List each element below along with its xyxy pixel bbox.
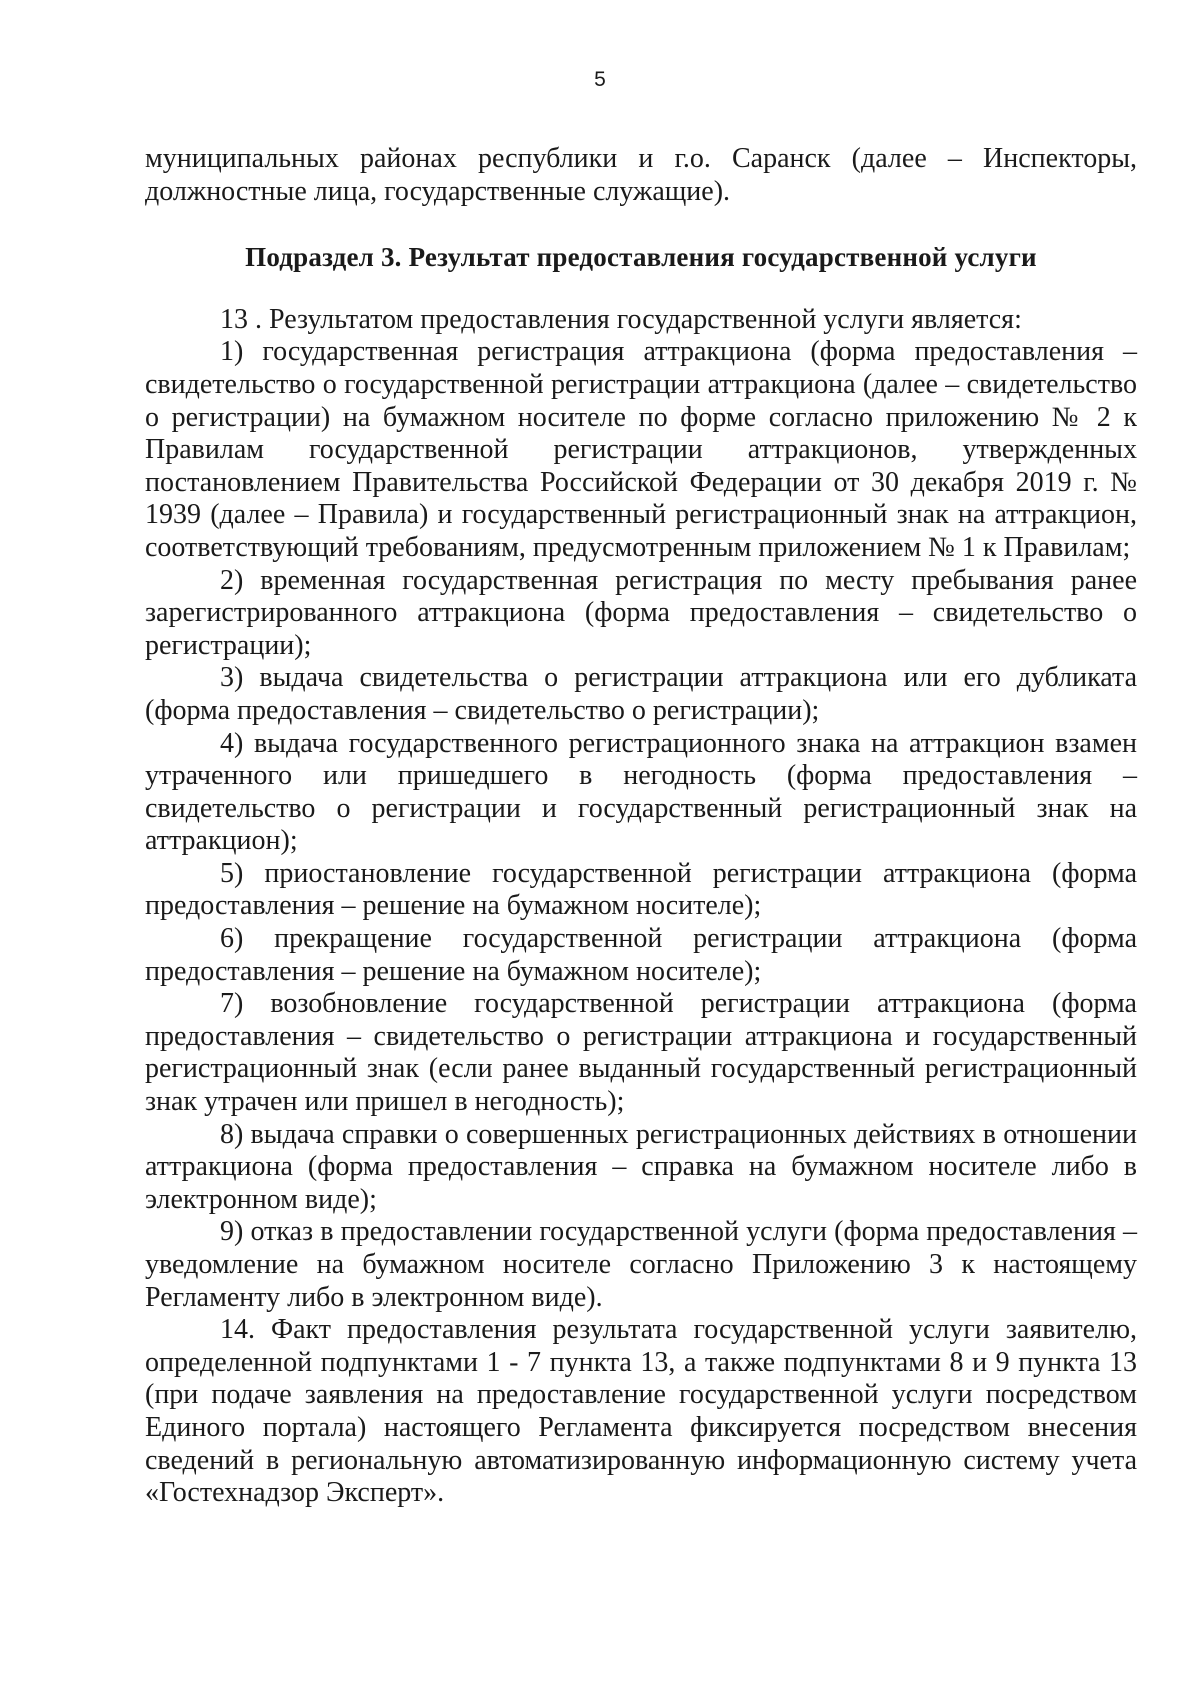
list-item-7: 7) возобновление государственной регистрации аттракциона (форма предоставления – свидетельство о регистрации аттракциона и государственный регистрационный знак (если ранее выданный государственный регистрационный знак утрачен или пришел в негодность); bbox=[145, 988, 1137, 1118]
list-item-2: 2) временная государственная регистрация по месту пребывания ранее зарегистрированного аттракциона (форма предоставления – свидетельство о регистрации); bbox=[145, 564, 1137, 661]
list-item-9: 9) отказ в предоставлении государственной услуги (форма предоставления – уведомление на бумажном носителе согласно Приложению 3 к настоящему Регламенту либо в электронном виде). bbox=[145, 1216, 1137, 1313]
list-item-8: 8) выдача справки о совершенных регистрационных действиях в отношении аттракциона (форма предоставления – справка на бумажном носителе либо в электронном виде); bbox=[145, 1118, 1137, 1215]
continuation-paragraph: муниципальных районах республики и г.о. Саранск (далее – Инспекторы, должностные лица, государственные служащие). bbox=[145, 143, 1137, 207]
page-number: 5 bbox=[594, 68, 606, 91]
subsection-title: Подраздел 3. Результат предоставления государственной услуги bbox=[245, 242, 1037, 273]
list-item-3: 3) выдача свидетельства о регистрации аттракциона или его дубликата (форма предоставления – свидетельство о регистрации); bbox=[145, 662, 1137, 726]
list-item-5: 5) приостановление государственной регистрации аттракциона (форма предоставления – решение на бумажном носителе); bbox=[145, 857, 1137, 922]
list-item-6: 6) прекращение государственной регистрации аттракциона (форма предоставления – решение на бумажном носителе); bbox=[145, 923, 1137, 987]
paragraph-13: 13 . Результатом предоставления государственной услуги является: bbox=[220, 303, 1022, 335]
list-item-1: 1) государственная регистрация аттракциона (форма предоставления – свидетельство о государственной регистрации аттракциона (далее – свидетельство о регистрации) на бумажном носителе по форме согласно приложению № 2 к Правилам государственной регистрации аттракционов, утвержденных постановлением Правительства Российской Федерации от 30 декабря 2019 г. № 1939 (далее – Правила) и государственный регистрационный знак на аттракцион, соответствующий требованиям, предусмотренным приложением № 1 к Правилам; bbox=[145, 336, 1137, 563]
list-item-4: 4) выдача государственного регистрационного знака на аттракцион взамен утраченного или пришедшего в негодность (форма предоставления – свидетельство о регистрации и государственный регистрационный знак на аттракцион); bbox=[145, 727, 1137, 857]
document-body bbox=[145, 143, 1137, 1510]
paragraph-14: 14. Факт предоставления результата государственной услуги заявителю, определенной подпунктами 1 - 7 пункта 13, а также подпунктами 8 и 9 пункта 13 (при подаче заявления на предоставление государственной услуги посредством Единого портала) настоящего Регламента фиксируется посредством внесения сведений в региональную автоматизированную информационную систему учета «Гостехнадзор Эксперт». bbox=[145, 1314, 1137, 1509]
